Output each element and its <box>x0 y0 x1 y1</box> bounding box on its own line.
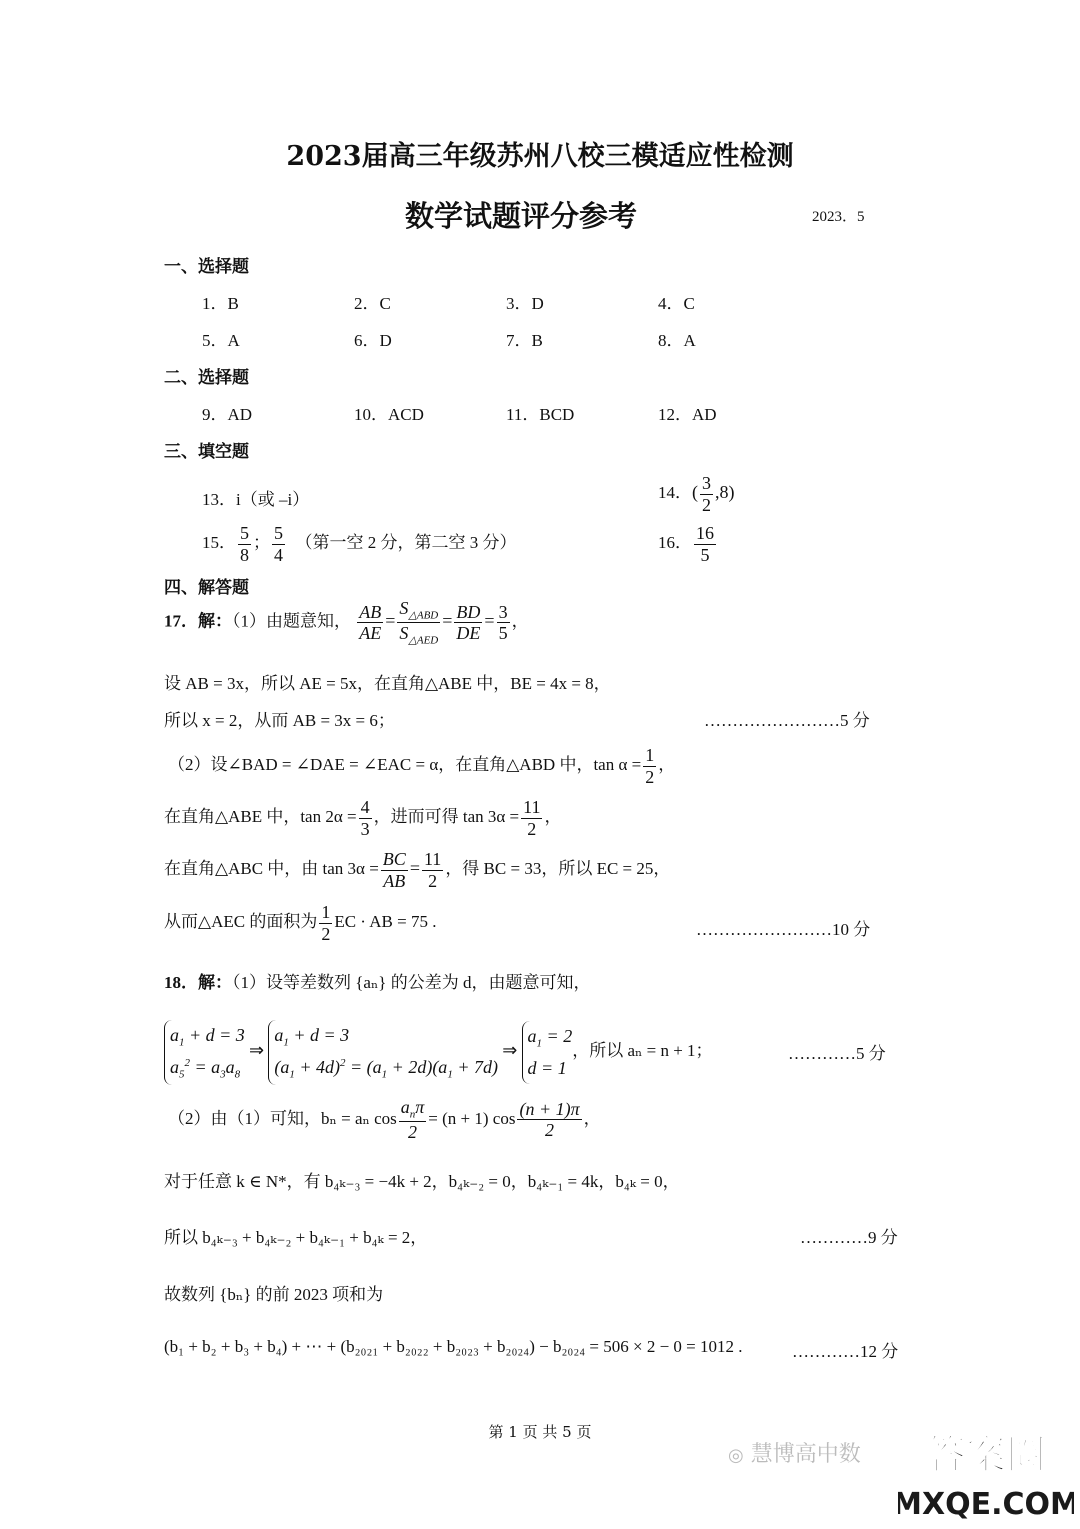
problem-17-line3: 所以 x = 2，从而 AB = 3x = 6； <box>164 711 395 730</box>
answer-8: 8．A <box>658 331 696 350</box>
answer-2: 2．C <box>354 294 391 313</box>
problem-18-line7: (b₁ + b₂ + b₃ + b₄) + ⋯ + (b₂₀₂₁ + b₂₀₂₂ + b₂₀₂₃ + b₂₀₂₄) − b₂₀₂₄ = 506 × 2 − 0 = 1012 . <box>164 1337 743 1356</box>
problem-17-line6: 在直角△ABC 中，由 tan 3α = $\frac{BC}{AB}$ = $\frac{11}{2}$ ，得 BC = 33，所以 EC = 25， <box>164 849 671 891</box>
watermark-logo <box>898 1410 1074 1525</box>
answer-14: 14．( $\frac{3}{2}$ ,8) <box>658 473 735 515</box>
score-17-2: ……………………10 分 <box>696 920 871 939</box>
problem-18-line1: 18．解：（1）设等差数列 {aₙ} 的公差为 d，由题意可知， <box>164 973 591 992</box>
score-18-1: …………5 分 <box>788 1044 886 1063</box>
score-18-2: …………9 分 <box>800 1228 898 1247</box>
answer-13: 13．i（或 –i） <box>202 490 310 509</box>
answer-7: 7．B <box>506 331 543 350</box>
svg-text:答案圈: 答案圈 <box>926 1432 1046 1478</box>
answer-10: 10．ACD <box>354 405 424 424</box>
watermark-logo-graphic <box>898 1410 1074 1525</box>
answer-5: 5．A <box>202 331 240 350</box>
score-18-3: …………12 分 <box>792 1342 899 1361</box>
exam-date: 2023．5 <box>812 209 865 225</box>
answer-11: 11．BCD <box>506 405 575 424</box>
problem-17-line4: （2）设∠BAD = ∠DAE = ∠EAC = α，在直角△ABD 中，tan α = $\frac{1}{2}$ ， <box>168 745 676 787</box>
answer-16: 16． $\frac{16}{5}$ <box>658 523 714 565</box>
problem-18-line4: 对于任意 k ∈ N*，有 b₄ₖ₋₃ = −4k + 2，b₄ₖ₋₂ = 0，b₄ₖ₋₁ = 4k，b₄ₖ = 0， <box>164 1172 680 1191</box>
problem-17-line1: 17．解：（1）由题意知， $\frac{AB}{AE}$ = $\frac{S_{\triangle ABD}}{S_{\triangle AED}}$ = $\frac{BD}{DE}$ = $\frac{3}{5}$ ， <box>164 598 529 647</box>
answer-15: 15． $\frac{5}{8}$ ； $\frac{5}{4}$ （第一空 2 分，第二空 3 分） <box>202 523 517 565</box>
answer-1: 1．B <box>202 294 239 313</box>
score-17-1: ……………………5 分 <box>704 711 870 730</box>
section-heading-choice: 一、选择题 <box>164 257 249 277</box>
section-heading-solve: 四、解答题 <box>164 578 249 598</box>
page-footer: 第 1 页 共 5 页 <box>488 1423 592 1441</box>
answer-9: 9．AD <box>202 405 253 424</box>
answer-4: 4．C <box>658 294 695 313</box>
answer-3: 3．D <box>506 294 544 313</box>
page-subtitle: 数学试题评分参考 <box>405 199 638 233</box>
problem-18-line3: （2）由（1）可知，bₙ = aₙ cos $\frac{a_n\pi}{2}$ = (n + 1) cos $\frac{(n + 1)\pi}{2}$ ， <box>168 1097 601 1143</box>
problem-18-line5: 所以 b₄ₖ₋₃ + b₄ₖ₋₂ + b₄ₖ₋₁ + b₄ₖ = 2， <box>164 1228 428 1247</box>
section-heading-multi: 二、选择题 <box>164 368 249 388</box>
problem-17-line2: 设 AB = 3x，所以 AE = 5x，在直角△ABE 中，BE = 4x = 8， <box>164 674 611 693</box>
problem-18-line6: 故数列 {bₙ} 的前 2023 项和为 <box>164 1285 384 1304</box>
page-title: 2023届高三年级苏州八校三模适应性检测 <box>286 141 794 172</box>
answer-6: 6．D <box>354 331 392 350</box>
answer-12: 12．AD <box>658 405 717 424</box>
watermark-account: ◎ 慧博高中数 <box>728 1442 861 1467</box>
section-heading-fill: 三、填空题 <box>164 442 249 462</box>
problem-18-system: $a_1 + d = 3$ $a_5^2 = a_3a_8$ ⇒ $a_1 + d = 3$ $(a_1 + 4d)^2 = (a_1 + 2d)(a_1 + 7d)$ ⇒ $a_1 = 2$ d = 1 ，所以 aₙ = n + 1； <box>164 1020 713 1085</box>
svg-text:MXQE.COM: MXQE.COM <box>898 1487 1074 1522</box>
wechat-icon: ◎ <box>728 1445 744 1466</box>
problem-17-line7: 从而△AEC 的面积为 $\frac{1}{2}$ EC · AB = 75 . <box>164 902 437 944</box>
problem-17-line5: 在直角△ABE 中，tan 2α = $\frac{4}{3}$ ，进而可得 tan 3α = $\frac{11}{2}$ ， <box>164 797 562 839</box>
